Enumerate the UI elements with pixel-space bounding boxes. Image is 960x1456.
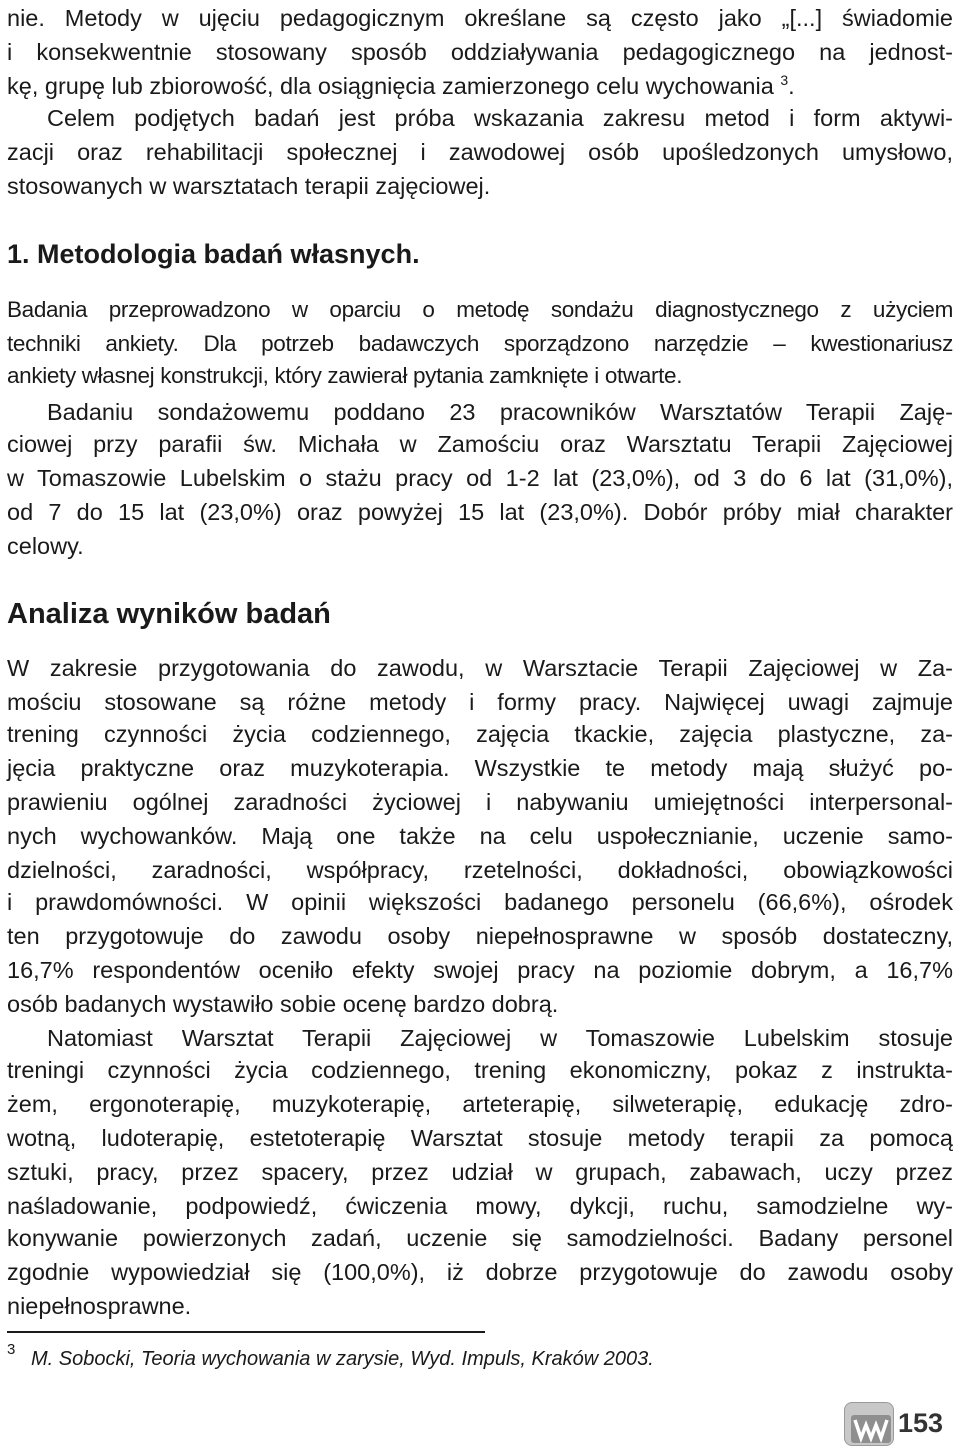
text-line: Natomiast Warsztat Terapii Zajęciowej w Tomaszowie Lubelskim stosuje: [47, 1025, 953, 1051]
text-line: zacji oraz rehabilitacji społecznej i zawodowej osób upośledzonych umysłowo,: [7, 139, 953, 165]
text-line-end: .: [788, 73, 795, 99]
text-line: nie. Metody w ujęciu pedagogicznym określane są często jako „[...] świadomie: [7, 5, 953, 31]
footnote-number: 3: [7, 1341, 16, 1358]
text-line: trening czynności życia codziennego, zajęcia tkackie, zajęcia plastyczne, za-: [7, 721, 953, 747]
text-line: niepełnosprawne.: [7, 1293, 192, 1319]
text-line: i prawdomówności. W opinii większości badanego personelu (66,6%), ośrodek: [7, 889, 953, 915]
text-line: wotną, ludoterapię, estetoterapię Warsztat stosuje metody terapii za pomocą: [7, 1125, 953, 1151]
text-line: treningi czynności życia codziennego, trening ekonomiczny, pokaz z instrukta-: [7, 1057, 953, 1083]
text-line: jęcia praktyczne oraz muzykoterapia. Wszystkie te metody mają służyć po-: [7, 755, 953, 781]
text-line: prawieniu ogólnej zaradności życiowej i nabywaniu umiejętności interpersonal-: [7, 789, 953, 815]
text-line: naśladowanie, podpowiedź, ćwiczenia mowy, dykcji, ruchu, samodzielne wy-: [7, 1193, 953, 1219]
text-line: W zakresie przygotowania do zawodu, w Warsztacie Terapii Zajęciowej w Za-: [7, 655, 953, 681]
text-line: techniki ankiety. Dla potrzeb badawczych sporządzono narzędzie – kwestionariusz: [7, 331, 953, 356]
text-line: zgodnie wypowiedział się (100,0%), iż dobrze przygotowuje do zawodu osoby: [7, 1259, 953, 1285]
footnote-text: M. Sobocki, Teoria wychowania w zarysie, Wyd. Impuls, Kraków 2003.: [31, 1348, 654, 1370]
text-line: [7, 70, 795, 102]
text-line: 16,7% respondentów oceniło efekty swojej pracy na poziomie dobrym, a 16,7%: [7, 957, 953, 983]
text-line: w Tomaszowie Lubelskim o stażu pracy od 1-2 lat (23,0%), od 3 do 6 lat (31,0%),: [7, 465, 953, 491]
text-line: ten przygotowuje do zawodu osoby niepełnosprawne w sposób dostateczny,: [7, 923, 953, 949]
page-number: 153: [898, 1408, 944, 1438]
text-line: i konsekwentnie stosowany sposób oddziaływania pedagogicznego na jednost-: [7, 39, 953, 65]
text-line: sztuki, pracy, przez spacery, przez udział w grupach, zabawach, uczy przez: [7, 1159, 953, 1185]
text-line: nych wychowanków. Mają one także na celu uspołecznianie, uczenie samo-: [7, 823, 953, 849]
heading-analysis: Analiza wyników badań: [7, 598, 331, 630]
text-line: żem, ergonoterapię, muzykoterapię, arteterapię, silweterapię, edukację zdro-: [7, 1091, 953, 1117]
text-line: dzielności, zaradności, współpracy, rzetelności, dokładności, obowiązkowości: [7, 857, 953, 883]
text-line: ankiety własnej konstrukcji, który zawierał pytania zamknięte i otwarte.: [7, 363, 683, 388]
text-line: od 7 do 15 lat (23,0%) oraz powyżej 15 lat (23,0%). Dobór próby miał charakter: [7, 499, 953, 525]
text-line: stosowanych w warsztatach terapii zajęciowej.: [7, 173, 491, 199]
footnote-reference[interactable]: 3: [780, 72, 789, 89]
page-number-badge: [844, 1398, 952, 1448]
text-line: ciowej przy parafii św. Michała w Zamościu oraz Warsztatu Terapii Zajęciowej: [7, 431, 953, 457]
text-line: mościu stosowane są różne metody i formy pracy. Najwięcej uwagi zajmuje: [7, 689, 953, 715]
text-line: osób badanych wystawiło sobie ocenę bardzo dobrą.: [7, 991, 559, 1017]
heading-methodology: 1. Metodologia badań własnych.: [7, 239, 420, 269]
text-line: celowy.: [7, 533, 84, 559]
footnote-divider: [7, 1331, 485, 1333]
text-line: Badania przeprowadzono w oparciu o metodę sondażu diagnostycznego z użyciem: [7, 297, 953, 322]
w-logo-icon: [851, 1415, 891, 1443]
text-line: Celem podjętych badań jest próba wskazania zakresu metod i form aktywi-: [47, 105, 953, 131]
text-line: konywanie powierzonych zadań, uczenie się samodzielności. Badany personel: [7, 1225, 953, 1251]
text-line: Badaniu sondażowemu poddano 23 pracowników Warsztatów Terapii Zaję-: [47, 399, 953, 425]
publisher-logo-icon: [844, 1402, 894, 1446]
text-line-content: kę, grupę lub zbiorowość, dla osiągnięcia zamierzonego celu wychowania: [7, 73, 774, 99]
